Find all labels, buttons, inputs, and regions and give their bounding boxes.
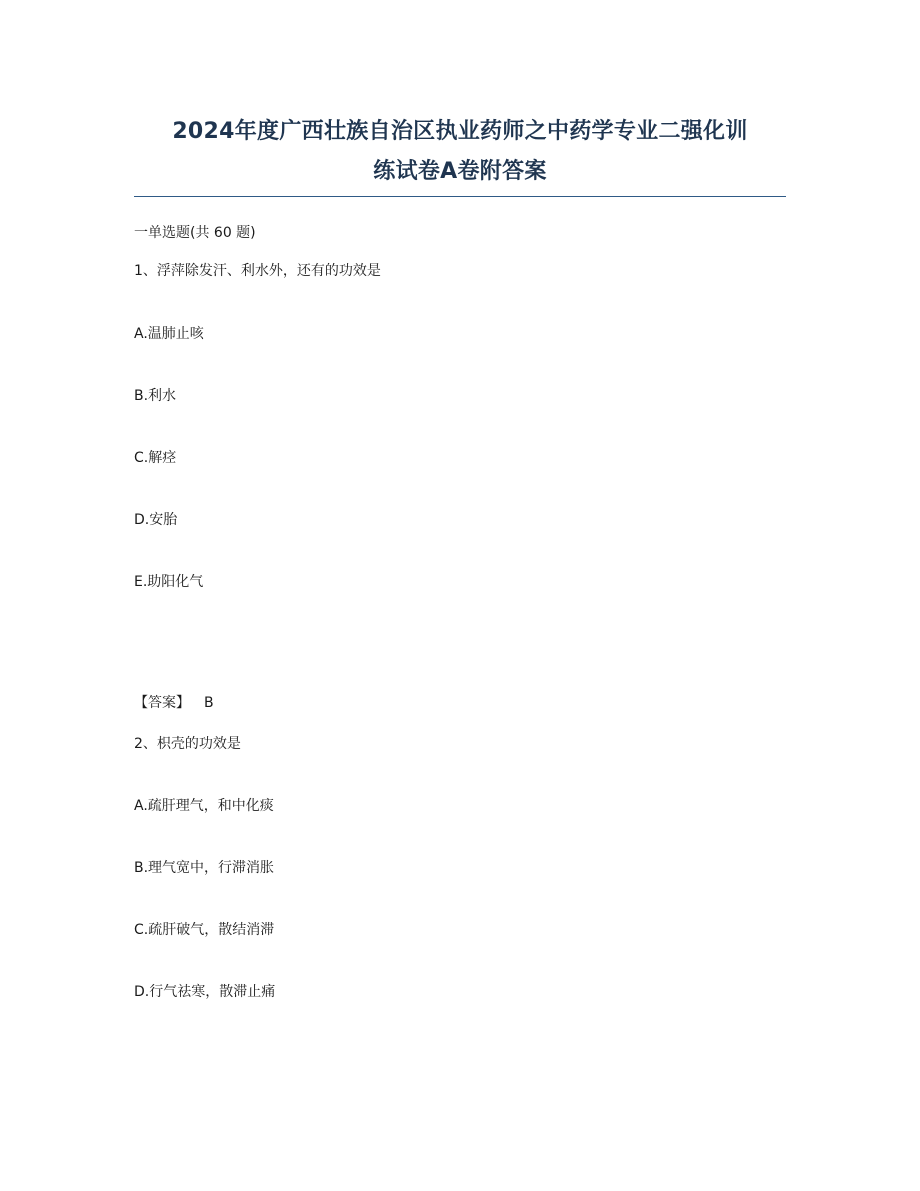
title-divider: [134, 196, 786, 197]
question-2-stem: 2、枳壳的功效是: [134, 736, 241, 752]
answer-value: B: [204, 695, 214, 711]
question-1-option-c: C.解痉: [134, 450, 177, 466]
answer-label: 【答案】: [134, 695, 190, 711]
document-title-line-2: 练试卷A卷附答案: [373, 159, 547, 184]
question-2-option-c: C.疏肝破气，散结消滞: [134, 922, 275, 938]
document-title: [134, 112, 786, 192]
question-2-option-d: D.行气祛寒，散滞止痛: [134, 984, 276, 1000]
question-1-option-e: E.助阳化气: [134, 574, 204, 590]
question-1-option-d: D.安胎: [134, 512, 178, 528]
question-2-option-a: A.疏肝理气，和中化痰: [134, 798, 274, 814]
question-1-option-a: A.温肺止咳: [134, 326, 204, 342]
question-2-option-b: B.理气宽中，行滞消胀: [134, 860, 275, 876]
question-1-stem: 1、浮萍除发汗、利水外，还有的功效是: [134, 263, 381, 279]
document-title-line-1: 2024年度广西壮族自治区执业药师之中药学专业二强化训: [172, 119, 748, 144]
section-heading: 一单选题(共 60 题): [134, 225, 256, 241]
question-1-option-b: B.利水: [134, 388, 177, 404]
question-1-answer: [134, 693, 214, 713]
